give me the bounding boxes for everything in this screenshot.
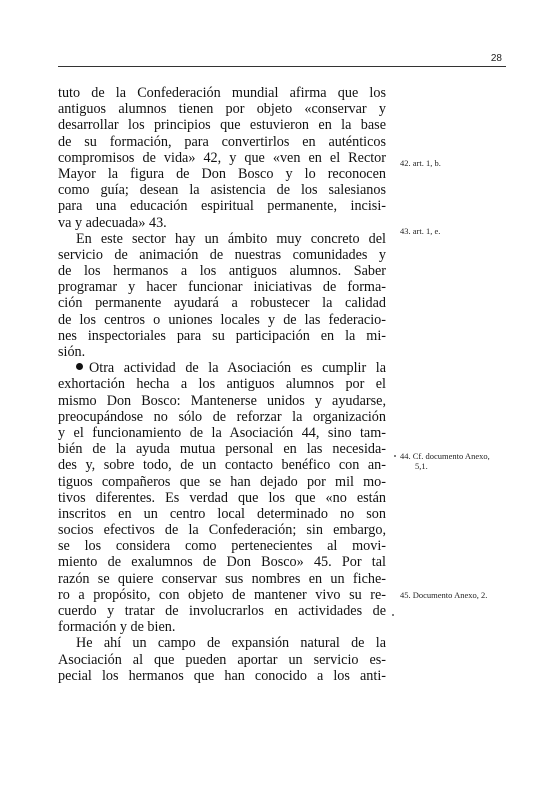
text-line: sión.: [58, 344, 86, 360]
text-line: y el funcionamiento de la Asociación 44, sino tam-: [58, 424, 386, 441]
text-line: ro a propósito, con objeto de mantener vivo su re-: [58, 586, 386, 603]
text-line: Mayor la figura de Don Bosco y lo reconocen: [58, 165, 386, 182]
text-line: mismo Don Bosco: Mantenerse unidos y ayudarse,: [58, 392, 386, 409]
text-line: desarrollar los principios que estuvieron en la base: [58, 117, 386, 134]
text-line: miento de exalumnos de Don Bosco» 45. Por tal: [58, 554, 386, 571]
footnote-text: 45. Documento Anexo, 2.: [400, 590, 488, 600]
text-line: bién de la ayuda mutua personal en las necesida-: [58, 441, 386, 458]
text-line: se los considera como pertenecientes al movi-: [58, 538, 386, 555]
text-line: socios efectivos de la Confederación; sin embargo,: [58, 522, 386, 539]
footnote-marker: [394, 455, 396, 457]
text-line: formación y de bien.: [58, 619, 176, 636]
text-line: tivos diferentes. Es verdad que los que «no están: [58, 489, 386, 506]
text-line: para una educación espiritual permanente, incisi-: [58, 198, 386, 215]
text-line: exhortación hecha a los antiguos alumnos por el: [58, 376, 386, 393]
text-line-bulleted: [58, 360, 386, 376]
text-line: de los hermanos a los antiguos alumnos. Saber: [58, 263, 386, 280]
bullet-icon: [76, 363, 83, 370]
header-rule: [58, 66, 506, 67]
text-line: programar y hacer funcionar iniciativas de forma-: [58, 279, 386, 296]
body-text: [58, 85, 386, 684]
text-line: Asociación al que pueden aportar un servicio es-: [58, 651, 386, 668]
text-line: servicio de animación de nuestras comunidades y: [58, 246, 386, 263]
text-line: de los centros o uniones locales y de las federacio-: [58, 311, 386, 328]
text-line-content: Otra actividad de la Asociación es cumplir la: [89, 360, 386, 377]
footnote-text: 43. art. 1, e.: [400, 226, 441, 236]
text-line: He ahí un campo de expansión natural de la: [76, 635, 386, 652]
text-line: como guía; desean la asistencia de los salesianos: [58, 182, 386, 199]
text-line: va y adecuada» 43.: [58, 214, 167, 231]
text-line: preocupándose no sólo de reforzar la organización: [58, 408, 386, 425]
text-line: compromisos de vida» 42, y que «ven en el Rector: [58, 149, 386, 166]
text-line: razón se quiere conservar sus nombres en un fiche-: [58, 570, 386, 587]
text-line: cuerdo y tratar de involucrarlos en actividades de: [58, 603, 386, 619]
footnote-44: [400, 451, 510, 471]
page-number: 28: [490, 53, 502, 64]
footnote-continuation: 5,1.: [415, 461, 428, 471]
footnote-text: 44. Cf. documento Anexo,: [400, 451, 490, 461]
footnote-marker: [392, 614, 394, 616]
footnote-42: [400, 158, 510, 168]
text-line: inscritos en un centro local determinado no son: [58, 505, 386, 522]
footnote-text: 42. art. 1, b.: [400, 158, 441, 168]
footnote-45: [400, 590, 510, 600]
text-line: En este sector hay un ámbito muy concreto del: [76, 230, 386, 247]
text-line: pecial los hermanos que han conocido a los anti-: [58, 667, 386, 684]
text-line: de su formación, para convertirlos en auténticos: [58, 133, 386, 150]
text-line: tuto de la Confederación mundial afirma que los: [58, 85, 386, 101]
text-line: ción permanente ayudará a robustecer la calidad: [58, 295, 386, 312]
footnote-43: [400, 226, 510, 236]
text-line: des y, sobre todo, de un contacto benéfico con an-: [58, 457, 386, 474]
text-line: antiguos alumnos tienen por objeto «conservar y: [58, 101, 386, 118]
text-line: nes inspectoriales para su participación en la mi-: [58, 327, 386, 344]
text-line: tiguos compañeros que se han dejado por mil mo-: [58, 473, 386, 490]
